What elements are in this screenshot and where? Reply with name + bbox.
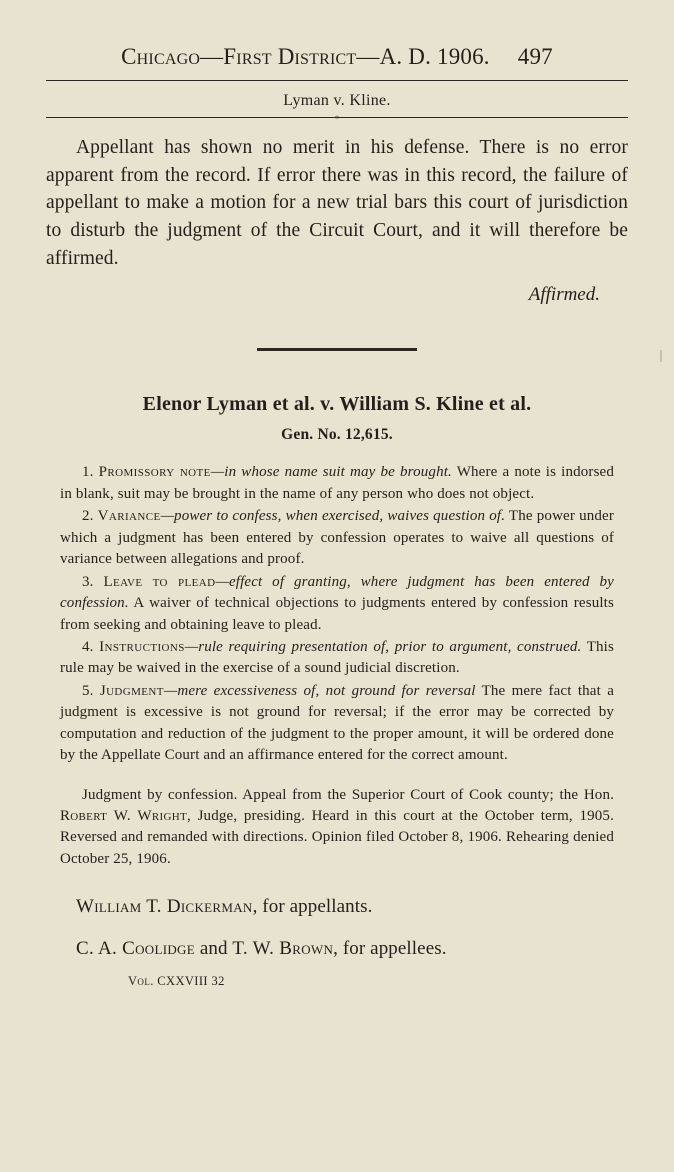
headnote-subtitle: —rule requiring presentation of, prior to argument, construed. bbox=[184, 638, 582, 655]
headnote-catchword: Promissory note bbox=[98, 464, 211, 481]
headnote-catchword: Leave to plead bbox=[103, 573, 216, 590]
volume-signature: Vol. CXXVIII 32 bbox=[128, 974, 225, 989]
headnote-subtitle: —in whose name suit may be brought. bbox=[210, 464, 452, 481]
case-caption-block bbox=[46, 84, 628, 124]
running-head bbox=[46, 0, 628, 70]
counsel-role: , for appellees. bbox=[333, 938, 447, 960]
headnote-item bbox=[60, 506, 614, 570]
counsel-appellants bbox=[46, 896, 628, 918]
headnote-item bbox=[60, 637, 614, 680]
opinion-paragraph: Appellant has shown no merit in his defense. There is no error apparent from the record. If error there was in this record, the failure of appellant to make a motion for a new trial bars this court of jurisdiction to disturb the judgment of the Circuit Court, and it will therefore be affirmed. bbox=[46, 137, 628, 269]
headnote-subtitle: —effect of granting, where judgment has been entered by confession. bbox=[60, 573, 614, 612]
asterisk-mark: * bbox=[334, 114, 340, 124]
counsel-name-second: T. W. Brown bbox=[232, 938, 334, 960]
page-speck bbox=[660, 350, 662, 362]
counsel-conjunction: and bbox=[194, 938, 233, 960]
headnote-body: Where a note is indorsed in blank, suit may be brought in the name of any person who does not object. bbox=[60, 464, 615, 502]
case-title: Elenor Lyman et al. v. William S. Kline et al. bbox=[142, 393, 532, 416]
headnote-catchword: Variance bbox=[97, 508, 161, 525]
headnote-item bbox=[60, 462, 614, 505]
headnote-catchword: Judgment bbox=[99, 682, 164, 699]
page-number: 497 bbox=[517, 44, 553, 69]
running-head-title: Chicago—First District—A. D. 1906. bbox=[121, 44, 490, 69]
statement-part-1: Judgment by confession. Appeal from the Superior Court of Cook county; the Hon. bbox=[82, 786, 614, 803]
case-gen-number: Gen. No. 12,615. bbox=[281, 426, 393, 444]
counsel-name: C. A. Coolidge bbox=[76, 938, 195, 960]
headnote-body: The power under which a judgment has been entered by confession operates to waive all questions of variance between allegations and proof. bbox=[60, 508, 614, 568]
headnote-number: 4. bbox=[82, 638, 94, 655]
headnote-number: 5. bbox=[82, 682, 94, 699]
section-divider bbox=[257, 348, 417, 351]
headnote-number: 2. bbox=[82, 508, 94, 525]
counsel-role: , for appellants. bbox=[252, 896, 373, 918]
headnote-subtitle: —mere excessiveness of, not ground for reversal bbox=[163, 682, 476, 699]
counsel-name: William T. Dickerman bbox=[76, 896, 253, 918]
headnote-number: 3. bbox=[82, 573, 94, 590]
case-caption: Lyman v. Kline. bbox=[283, 92, 391, 109]
statement-part-2: , Judge, presiding. Heard in this court at the October term, 1905. Reversed and remanded with directions. Opinion filed October 8, 1906. Rehearing denied October 25, 1906. bbox=[60, 808, 614, 867]
headnote-number: 1. bbox=[82, 464, 94, 481]
headnote-body: This rule may be waived in the exercise of a sound judicial discretion. bbox=[60, 638, 614, 677]
judge-name: Robert W. Wright bbox=[60, 808, 187, 824]
headnote-item bbox=[60, 681, 614, 767]
headnote-list bbox=[46, 462, 628, 766]
headnote-subtitle: —power to confess, when exercised, waives question of. bbox=[160, 508, 506, 525]
headnote-catchword: Instructions bbox=[99, 638, 185, 655]
headnote-body: The mere fact that a judgment is excessive is not ground for reversal; if the error may be corrected by computation and reduction of the judgment to the proper amount, it will be ordered done by the Appellate Court and an affirmance entered for the correct amount. bbox=[60, 682, 614, 764]
disposition: Affirmed. bbox=[528, 284, 600, 306]
headnote-item bbox=[60, 572, 614, 636]
headnote-body: A waiver of technical objections to judgments entered by confession results from seeking and obtaining leave to plead. bbox=[60, 595, 614, 633]
case-statement bbox=[46, 785, 628, 871]
counsel-appellees bbox=[46, 938, 628, 960]
